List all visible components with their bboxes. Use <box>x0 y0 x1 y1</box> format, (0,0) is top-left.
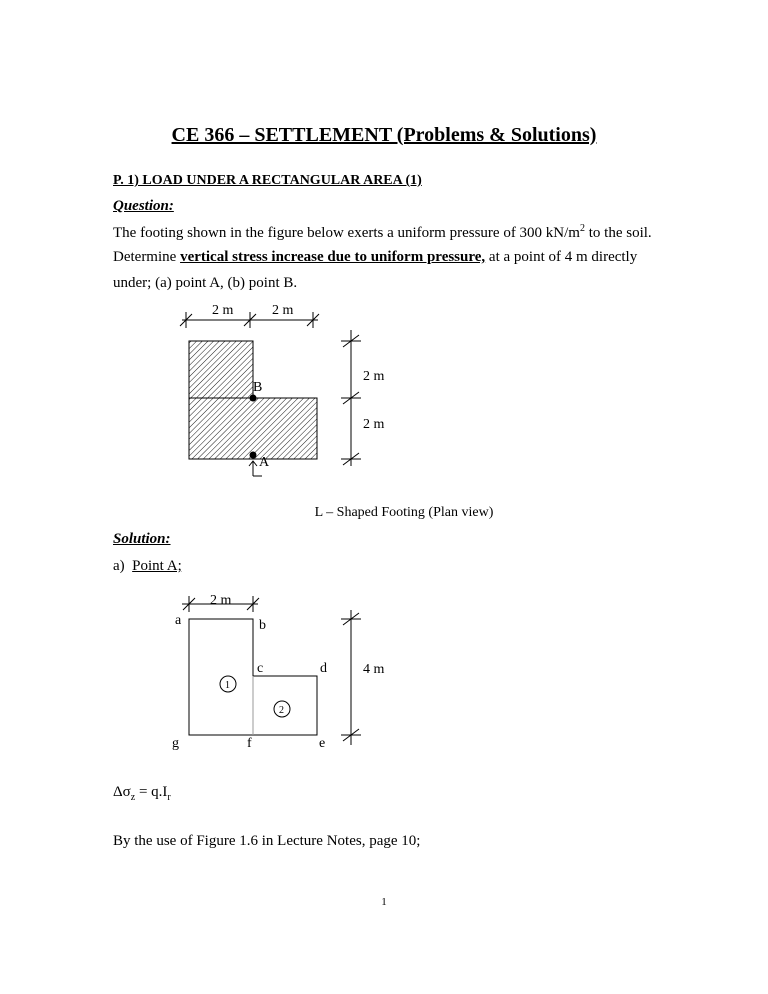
corner-e-label: e <box>319 736 326 751</box>
corner-f-label: f <box>247 736 252 751</box>
fig2-dim-top-label: 2 m <box>210 593 232 608</box>
formula-rhs-sub: r <box>167 792 171 803</box>
corner-g-label: g <box>172 736 179 751</box>
part-a-prefix: a) <box>113 558 133 574</box>
formula-lhs-sub: z <box>130 792 136 803</box>
l-shaped-footing-figure <box>180 303 385 476</box>
superscript-two: 2 <box>579 223 585 234</box>
question-label: Question: <box>113 198 174 214</box>
formula-mid: = q.I <box>135 784 168 800</box>
question-line-2-start: Determine <box>113 249 181 265</box>
question-line-1-text: The footing shown in the figure below exerts a uniform pressure of 300 kN/m <box>113 225 580 241</box>
corner-b-label: b <box>259 618 266 633</box>
point-a-marker <box>250 452 257 459</box>
page-number: 1 <box>381 896 387 908</box>
dim-right-top-label: 2 m <box>363 369 385 384</box>
reference-line: By the use of Figure 1.6 in Lecture Notes, page 10; <box>113 833 421 849</box>
question-line-2-end: at a point of 4 m directly <box>485 249 638 265</box>
fig2-dim-right-label: 4 m <box>363 662 385 677</box>
dim-top-left-label: 2 m <box>212 303 234 318</box>
question-emphasis: vertical stress increase due to uniform pressure, <box>180 249 486 265</box>
point-a-subdivision-figure <box>172 593 385 751</box>
point-b-label: B <box>253 380 263 395</box>
formula-lhs: Δσ <box>113 784 131 800</box>
part-a-heading <box>113 558 182 575</box>
dim-right-bottom-label: 2 m <box>363 417 385 432</box>
page-title: CE 366 – SETTLEMENT (Problems & Solutions) <box>171 124 597 146</box>
figure-caption: L – Shaped Footing (Plan view) <box>314 505 494 520</box>
area-2-label: 2 <box>279 705 284 716</box>
question-line-1-end: to the soil. <box>584 225 652 241</box>
question-line-3: under; (a) point A, (b) point B. <box>113 275 298 291</box>
part-a-label: Point A; <box>132 558 182 574</box>
corner-a-label: a <box>175 613 182 628</box>
point-a-label: A <box>259 455 270 470</box>
stress-formula <box>113 784 171 803</box>
corner-c-label: c <box>257 661 264 676</box>
area-1-label: 1 <box>225 680 230 691</box>
corner-d-label: d <box>320 661 327 676</box>
solution-label: Solution: <box>113 531 171 547</box>
point-b-marker <box>250 395 257 402</box>
dim-top-right-label: 2 m <box>272 303 294 318</box>
section-heading: P. 1) LOAD UNDER A RECTANGULAR AREA (1) <box>113 173 422 188</box>
